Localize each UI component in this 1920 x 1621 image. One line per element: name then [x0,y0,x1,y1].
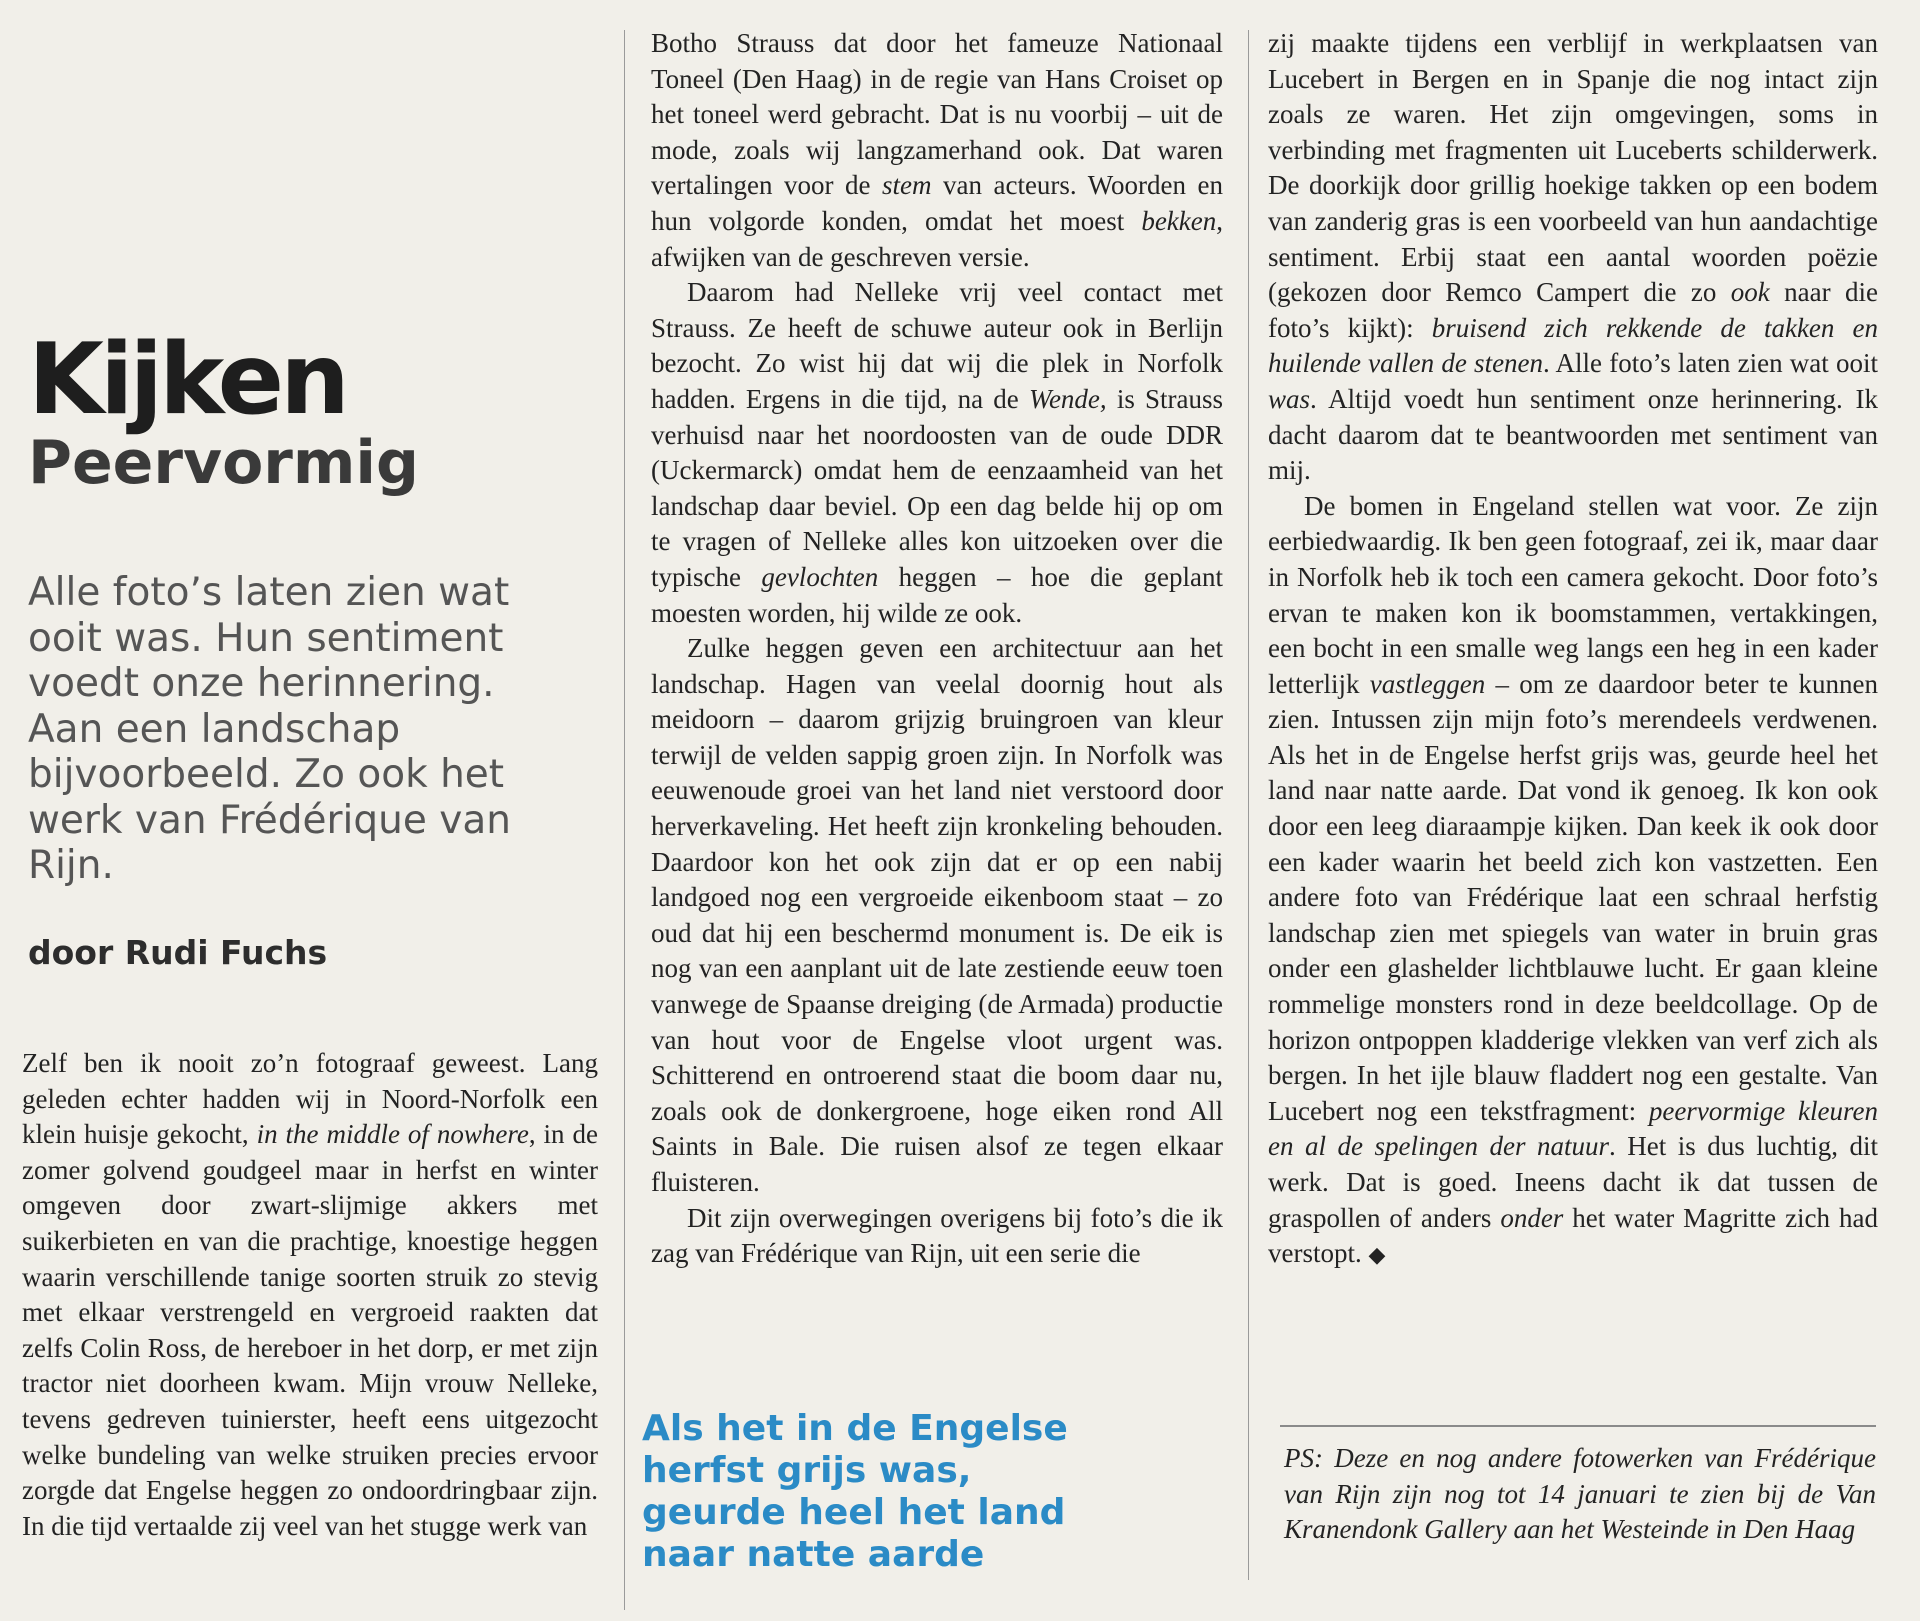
paragraph: Daarom had Nelleke vrij veel contact met Strauss. Ze heeft de schuwe auteur ook in Berlijn bezocht. Zo wist hij dat wij die plek in Norfolk hadden. Ergens in die tijd, na de Wende, is Strauss verhuisd naar het noordoosten van de oude DDR (Uckermarck) omdat hem de eenzaamheid van het landschap daar beviel. Op een dag belde hij op om te vragen of Nelleke alles kon uitzoeken over die typische gevlochten heggen – hoe die geplant moesten worden, hij wilde ze ook. [651,277,1223,628]
byline: door Rudi Fuchs [28,932,328,972]
left-column [28,323,598,972]
paragraph: De bomen in Engeland stellen wat voor. Ze zijn eerbiedwaardig. Ik ben geen fotograaf, zei ik, maar daar in Norfolk heb ik toch een camera gekocht. Door foto’s ervan te maken kon ik boomstammen, vertakkingen, een bocht in een smalle weg langs een heg in een kader letterlijk vastleggen – om ze daardoor beter te kunnen zien. Intussen zijn mijn foto’s merendeels verdwenen. Als het in de Engelse herfst grijs was, geurde heel het land naar natte aarde. Dat vond ik genoeg. Ik kon ook door een leeg diaraampje kijken. Dan keek ik ook door een kader waarin het beeld zich kon vastzetten. Een andere foto van Frédérique laat een schraal herfstig landschap zien met spiegels van water in bruin gras onder een glashelder lichtblauwe lucht. Er gaan kleine rommelige monsters rond in deze beeldcollage. Op de horizon ontpoppen kladderige vlekken van verf zich als bergen. In het ijle blauw fladdert nog een gestalte. Van Lucebert nog een tekstfragment: peervormige kleuren en al de spelingen der natuur. Het is dus luchtig, dit werk. Dat is goed. Ineens dacht ik dat tussen de graspollen of anders onder het water Magritte zich had verstopt. ◆ [1268,490,1878,1269]
column-divider [1248,30,1249,1580]
article-intro: Alle foto’s laten zien wat ooit was. Hun sentiment voedt onze herinnering. Aan een landschap bijvoorbeeld. Zo ook het werk van Frédérique van Rijn. [28,570,511,888]
pull-quote: Als het in de Engelse herfst grijs was, geurde heel het land naar natte aarde [642,1408,1068,1575]
paragraph: Zelf ben ik nooit zo’n fotograaf geweest. Lang geleden echter hadden wij in Noord-Norfolk een klein huisje gekocht, in the middle of nowhere, in de zomer golvend goudgeel maar in herfst en winter omgeven door zwart-slijmige akkers met suikerbieten en van die prachtige, knoestige heggen waarin verschillende tanige soorten struik zo stevig met elkaar verstrengeld en vergroeid raakten dat zelfs Colin Ross, de hereboer in het dorp, er met zijn tractor niet doorheen kwam. Mijn vrouw Nelleke, tevens gedreven tuinierster, heeft eens uitgezocht welke bundeling van welke struiken precies ervoor zorgde dat Engelse heggen zo ondoordringbaar zijn. In die tijd vertaalde zij veel van het stugge werk van [22,1048,598,1541]
end-mark-icon: ◆ [1368,1242,1386,1268]
paragraph: Botho Strauss dat door het fameuze Nationaal Toneel (Den Haag) in de regie van Hans Croiset op het toneel werd gebracht. Dat is nu voorbij – uit de mode, zoals wij langzamerhand ook. Dat waren vertalingen voor de stem van acteurs. Woorden en hun volgorde konden, omdat het moest bekken, afwijken van de geschreven versie. [651,28,1223,272]
paragraph: Zulke heggen geven een architectuur aan het landschap. Hagen van veelal doornig hout als meidoorn – daarom grijzig bruingroen van kleur terwijl de velden sappig groen zijn. In Norfolk was eeuwenoude groei van het land niet verstoord door herverkaveling. Het heeft zijn kronkeling behouden. Daardoor kon het ook zijn dat er op een nabij landgoed nog een vergroeide eikenboom staat – zo oud dat hij een beschermd monument is. De eik is nog van een aanplant uit de late zestiende eeuw toen vanwege de Spaanse dreiging (de Armada) productie van hout voor de Engelse vloot urgent was. Schitterend en ontroerend staat die boom daar nu, zoals ook de donkergroene, hoge eiken rond All Saints in Bale. Die ruisen alsof ze tegen elkaar fluisteren. [651,633,1223,1197]
column-divider [624,30,625,1610]
paragraph: zij maakte tijdens een verblijf in werkplaatsen van Lucebert in Bergen en in Spanje die nog intact zijn zoals ze waren. Het zijn omgevingen, soms in verbinding met fragmenten uit Luceberts schilderwerk. De doorkijk door grillig hoekige takken op een bodem van zanderig gras is een voorbeeld van hun aandachtige sentiment. Erbij staat een aantal woorden poëzie (gekozen door Remco Campert die zo ook naar die foto’s kijkt): bruisend zich rekkende de takken en huilende vallen de stenen. Alle foto’s laten zien wat ooit was. Altijd voedt hun sentiment onze herinnering. Ik dacht daarom dat te beantwoorden met sentiment van mij. [1268,28,1878,486]
ps-divider [1280,1425,1876,1427]
article-title: Kijken [28,323,346,437]
right-column [1268,26,1878,1273]
article-subtitle: Peervormig [28,428,419,498]
postscript: PS: Deze en nog andere fotowerken van Frédérique van Rijn zijn nog tot 14 januari te zien bij de Van Kranendonk Gallery aan het Westeinde in Den Haag [1284,1443,1876,1545]
left-column-body [22,1046,598,1544]
paragraph: Dit zijn overwegingen overigens bij foto’s die ik zag van Frédérique van Rijn, uit een serie die [651,1202,1223,1269]
middle-column [651,26,1223,1272]
